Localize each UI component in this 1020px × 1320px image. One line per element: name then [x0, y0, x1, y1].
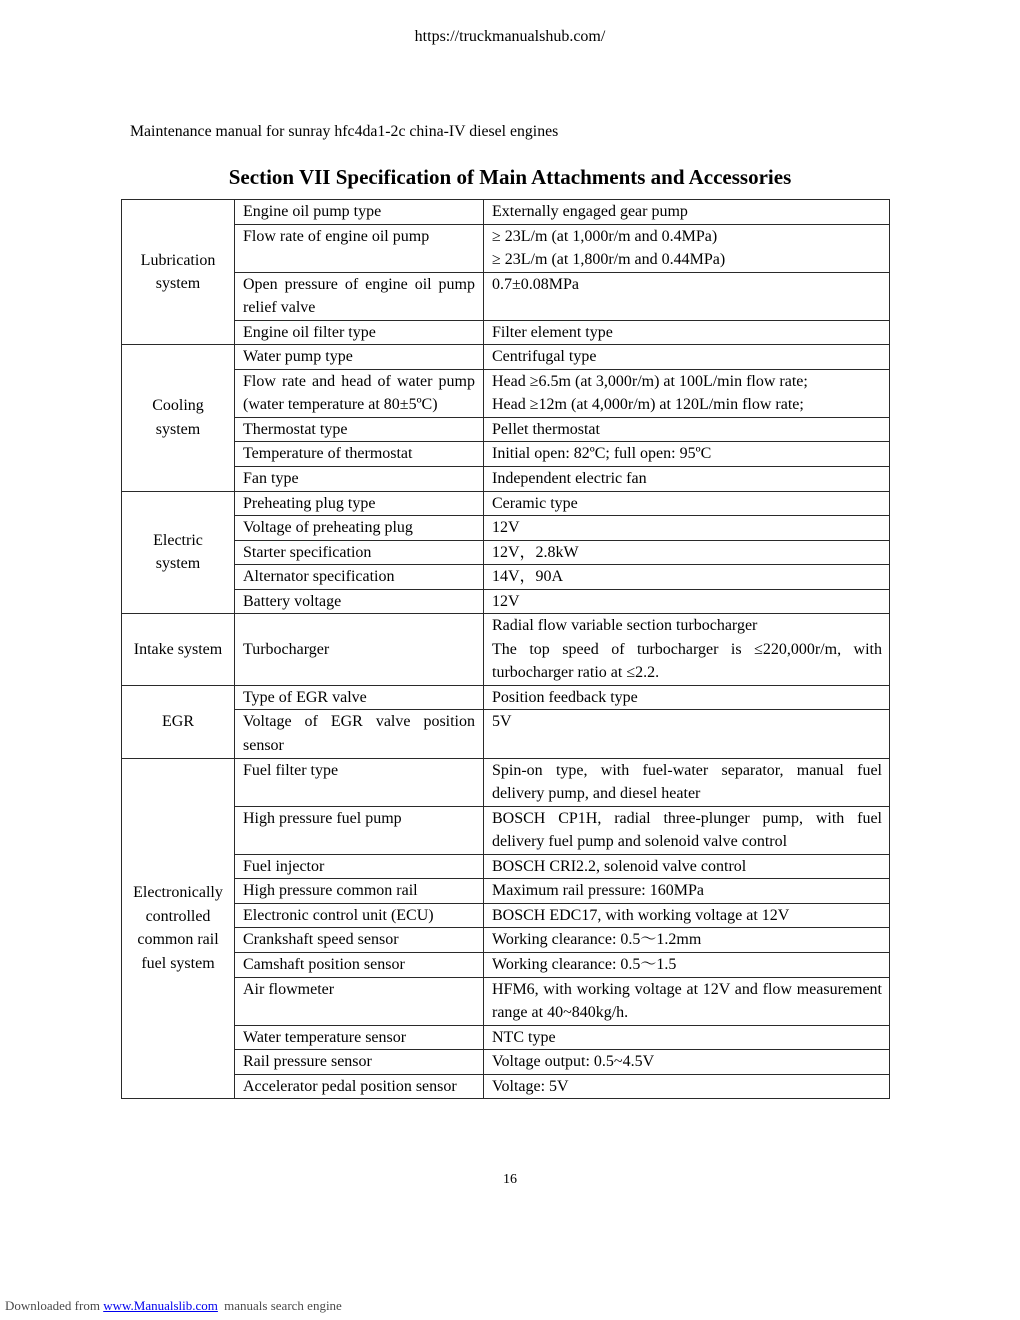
table-row — [122, 491, 890, 516]
row-value — [484, 952, 890, 977]
row-value-line: Head ≥6.5m (at 3,000r/m) at 100L/min flow rate; — [492, 372, 808, 390]
row-value-line: Centrifugal type — [492, 348, 597, 366]
footer-suffix: manuals search engine — [224, 1298, 342, 1313]
row-item: Rail pressure sensor — [235, 1050, 484, 1075]
row-item: High pressure common rail — [235, 879, 484, 904]
group-label-fuel-system — [122, 758, 235, 1099]
table-row — [122, 516, 890, 541]
table-row — [122, 467, 890, 492]
row-value-line: BOSCH CP1H, radial three-plunger pump, with fuel — [492, 809, 882, 827]
row-value — [484, 854, 890, 879]
row-value — [484, 200, 890, 225]
table-row — [122, 806, 890, 854]
table-row — [122, 614, 890, 686]
group-label-line: fuel system — [141, 954, 215, 972]
row-value-line: turbocharger ratio at ≤2.2. — [492, 664, 660, 682]
group-label-line: system — [155, 555, 201, 573]
row-item: Voltage of EGR valve position sensor — [235, 710, 484, 758]
row-value — [484, 467, 890, 492]
row-value-line: Working clearance: 0.5～1.2mm — [492, 931, 702, 949]
spec-table — [121, 199, 890, 1099]
row-value — [484, 417, 890, 442]
row-value-line: Voltage: 5V — [492, 1077, 569, 1095]
row-item: Thermostat type — [235, 417, 484, 442]
footer — [5, 1298, 342, 1314]
row-value-line: 12V — [492, 592, 520, 610]
row-value — [484, 369, 890, 417]
row-item: Flow rate and head of water pump (water temperature at 80±5ºC) — [235, 369, 484, 417]
row-value — [484, 879, 890, 904]
row-value — [484, 442, 890, 467]
group-label-line: Cooling — [152, 397, 204, 415]
row-item: Voltage of preheating plug — [235, 516, 484, 541]
row-value-line: ≥ 23L/m (at 1,800r/m and 0.44MPa) — [492, 251, 726, 269]
row-value — [484, 710, 890, 758]
row-value-line: 14V，90A — [492, 568, 564, 586]
row-value-line: Position feedback type — [492, 688, 638, 706]
table-row — [122, 320, 890, 345]
row-item: Engine oil filter type — [235, 320, 484, 345]
manualslib-link[interactable]: www.Manualslib.com — [103, 1298, 218, 1313]
row-value-line: Externally engaged gear pump — [492, 203, 688, 220]
group-label-intake — [122, 614, 235, 686]
row-value-line: delivery pump, and diesel heater — [492, 785, 701, 803]
row-value-line: 12V — [492, 519, 520, 537]
row-value — [484, 345, 890, 370]
group-label-line: common rail — [137, 931, 219, 949]
row-value — [484, 685, 890, 710]
row-value — [484, 516, 890, 541]
group-label-lubrication — [122, 200, 235, 345]
row-value — [484, 1025, 890, 1050]
row-item: Open pressure of engine oil pump relief valve — [235, 272, 484, 320]
table-row — [122, 540, 890, 565]
table-row — [122, 710, 890, 758]
row-item: Battery voltage — [235, 589, 484, 614]
row-value-line: ≥ 23L/m (at 1,000r/m and 0.4MPa) — [492, 227, 718, 245]
table-row — [122, 903, 890, 928]
table-row — [122, 928, 890, 953]
row-value — [484, 589, 890, 614]
group-label-line: Electronically — [133, 884, 223, 902]
row-value-line: BOSCH CRI2.2, solenoid valve control — [492, 857, 747, 875]
row-item: Camshaft position sensor — [235, 952, 484, 977]
table-row — [122, 952, 890, 977]
table-row — [122, 565, 890, 590]
group-label-electric — [122, 491, 235, 614]
row-value-line: Filter element type — [492, 323, 613, 341]
row-item: Starter specification — [235, 540, 484, 565]
row-item: Flow rate of engine oil pump — [235, 224, 484, 272]
row-value — [484, 565, 890, 590]
row-value-line: Pellet thermostat — [492, 420, 600, 438]
row-value-line: Spin-on type, with fuel-water separator, manual fuel — [492, 761, 882, 779]
group-label-line: controlled — [145, 907, 211, 925]
row-value-line: Initial open: 82ºC; full open: 95ºC — [492, 445, 712, 463]
row-value — [484, 806, 890, 854]
row-value — [484, 1074, 890, 1099]
row-value-line: Maximum rail pressure: 160MPa — [492, 882, 704, 900]
table-row — [122, 685, 890, 710]
table-row — [122, 442, 890, 467]
row-item: Accelerator pedal position sensor — [235, 1074, 484, 1099]
row-value-line: delivery fuel pump and solenoid valve control — [492, 833, 788, 851]
row-value-line: HFM6, with working voltage at 12V and flow measurement — [492, 980, 882, 998]
group-label-line: EGR — [162, 712, 194, 730]
row-value-line: 12V，2.8kW — [492, 543, 579, 561]
row-value-line: range at 40~840kg/h. — [492, 1004, 629, 1022]
row-item: Turbocharger — [235, 614, 484, 686]
running-header: Maintenance manual for sunray hfc4da1-2c china-IV diesel engines — [130, 123, 559, 140]
row-value — [484, 614, 890, 686]
page-number: 16 — [503, 1172, 517, 1187]
row-item: Type of EGR valve — [235, 685, 484, 710]
footer-prefix: Downloaded from — [5, 1298, 100, 1313]
row-value-line: The top speed of turbocharger is ≤220,000r/m, with — [492, 640, 882, 658]
row-value-line: 5V — [492, 713, 512, 731]
row-value-line: 0.7±0.08MPa — [492, 275, 580, 293]
table-row — [122, 272, 890, 320]
group-label-line: Electric — [153, 531, 203, 549]
table-row — [122, 854, 890, 879]
group-label-line: system — [155, 420, 201, 438]
row-item: Electronic control unit (ECU) — [235, 903, 484, 928]
row-item: Alternator specification — [235, 565, 484, 590]
row-value-line: BOSCH EDC17, with working voltage at 12V — [492, 906, 790, 924]
row-value-line: Head ≥12m (at 4,000r/m) at 120L/min flow rate; — [492, 396, 804, 414]
row-value — [484, 977, 890, 1025]
row-value-line: Working clearance: 0.5～1.5 — [492, 955, 677, 973]
group-label-line: Intake system — [133, 640, 223, 658]
group-label-line: Lubrication — [140, 251, 216, 269]
group-label-cooling — [122, 345, 235, 491]
row-value — [484, 903, 890, 928]
row-item: Fuel injector — [235, 854, 484, 879]
table-row — [122, 879, 890, 904]
table-row — [122, 977, 890, 1025]
row-item: Water pump type — [235, 345, 484, 370]
table-row — [122, 369, 890, 417]
row-item: High pressure fuel pump — [235, 806, 484, 854]
row-item: Engine oil pump type — [235, 200, 484, 225]
group-label-egr — [122, 685, 235, 758]
header-url: https://truckmanualshub.com/ — [414, 28, 606, 45]
row-value-line: Voltage output: 0.5~4.5V — [492, 1053, 655, 1071]
row-value — [484, 491, 890, 516]
row-item: Air flowmeter — [235, 977, 484, 1025]
row-item: Water temperature sensor — [235, 1025, 484, 1050]
row-item: Temperature of thermostat — [235, 442, 484, 467]
table-row — [122, 200, 890, 225]
row-value — [484, 758, 890, 806]
row-item: Fuel filter type — [235, 758, 484, 806]
table-row — [122, 1050, 890, 1075]
table-row — [122, 1074, 890, 1099]
table-row — [122, 224, 890, 272]
table-row — [122, 417, 890, 442]
row-value — [484, 540, 890, 565]
row-value — [484, 928, 890, 953]
section-title: Section VII Specification of Main Attachments and Accessories — [228, 165, 792, 189]
row-item: Preheating plug type — [235, 491, 484, 516]
row-value — [484, 272, 890, 320]
table-row — [122, 589, 890, 614]
row-value — [484, 320, 890, 345]
row-value-line: Radial flow variable section turbocharger — [492, 617, 758, 635]
row-item: Fan type — [235, 467, 484, 492]
row-value — [484, 1050, 890, 1075]
table-row — [122, 1025, 890, 1050]
row-value-line: Independent electric fan — [492, 470, 647, 488]
table-row — [122, 758, 890, 806]
row-value-line: Ceramic type — [492, 494, 578, 512]
table-row — [122, 345, 890, 370]
row-item: Crankshaft speed sensor — [235, 928, 484, 953]
row-value — [484, 224, 890, 272]
row-value-line: NTC type — [492, 1028, 556, 1046]
group-label-line: system — [155, 275, 201, 293]
